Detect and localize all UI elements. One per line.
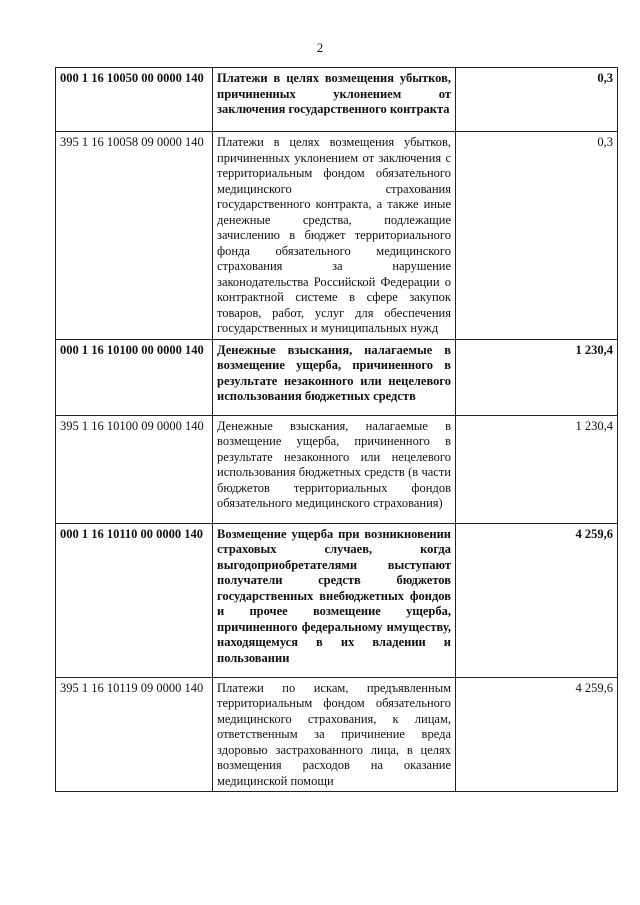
- revenue-name: Возмещение ущерба при возникновении страховых случаев, когда выгодоприобретателями выступают получатели средств бюджетов государственных внебюджетных фондов и прочее возмещение ущерба, причиненного федеральному имуществу, находящемуся в их владении и пользовании: [213, 523, 456, 677]
- amount: 0,3: [456, 68, 618, 132]
- table-row: [56, 523, 618, 677]
- table-row: [56, 339, 618, 415]
- classification-code: 395 1 16 10058 09 0000 140: [56, 132, 213, 340]
- amount: 1 230,4: [456, 339, 618, 415]
- classification-code: 000 1 16 10110 00 0000 140: [56, 523, 213, 677]
- classification-code: 000 1 16 10100 00 0000 140: [56, 339, 213, 415]
- classification-code: 000 1 16 10050 00 0000 140: [56, 68, 213, 132]
- amount: 1 230,4: [456, 415, 618, 523]
- revenue-name: Платежи в целях возмещения убытков, причиненных уклонением от заключения с территориальным фондом обязательного медицинского страхования государственного контракта, а также иные денежные средства, подлежащие зачислению в бюджет территориального фонда обязательного медицинского страхования за нарушение законодательства Российской Федерации о контрактной системе в сфере закупок товаров, работ, услуг для обеспечения государственных и муниципальных нужд: [213, 132, 456, 340]
- amount: 4 259,6: [456, 677, 618, 792]
- table-row: [56, 677, 618, 792]
- revenue-name: Платежи по искам, предъявленным территориальным фондом обязательного медицинского страхования, к лицам, ответственным за причинение вреда здоровью застрахованного лица, в целях возмещения расходов на оказание медицинской помощи: [213, 677, 456, 792]
- table-row: [56, 415, 618, 523]
- table-row: [56, 68, 618, 132]
- revenue-name: Денежные взыскания, налагаемые в возмещение ущерба, причиненного в результате незаконного или нецелевого использования бюджетных средств: [213, 339, 456, 415]
- classification-code: 395 1 16 10119 09 0000 140: [56, 677, 213, 792]
- budget-revenue-table: [55, 67, 618, 792]
- revenue-name: Платежи в целях возмещения убытков, причиненных уклонением от заключения государственного контракта: [213, 68, 456, 132]
- classification-code: 395 1 16 10100 09 0000 140: [56, 415, 213, 523]
- amount: 4 259,6: [456, 523, 618, 677]
- revenue-name: Денежные взыскания, налагаемые в возмещение ущерба, причиненного в результате незаконного или нецелевого использования бюджетных средств (в части бюджетов территориальных фондов обязательного медицинского страхования): [213, 415, 456, 523]
- page-number: 2: [316, 40, 324, 55]
- amount: 0,3: [456, 132, 618, 340]
- table-row: [56, 132, 618, 340]
